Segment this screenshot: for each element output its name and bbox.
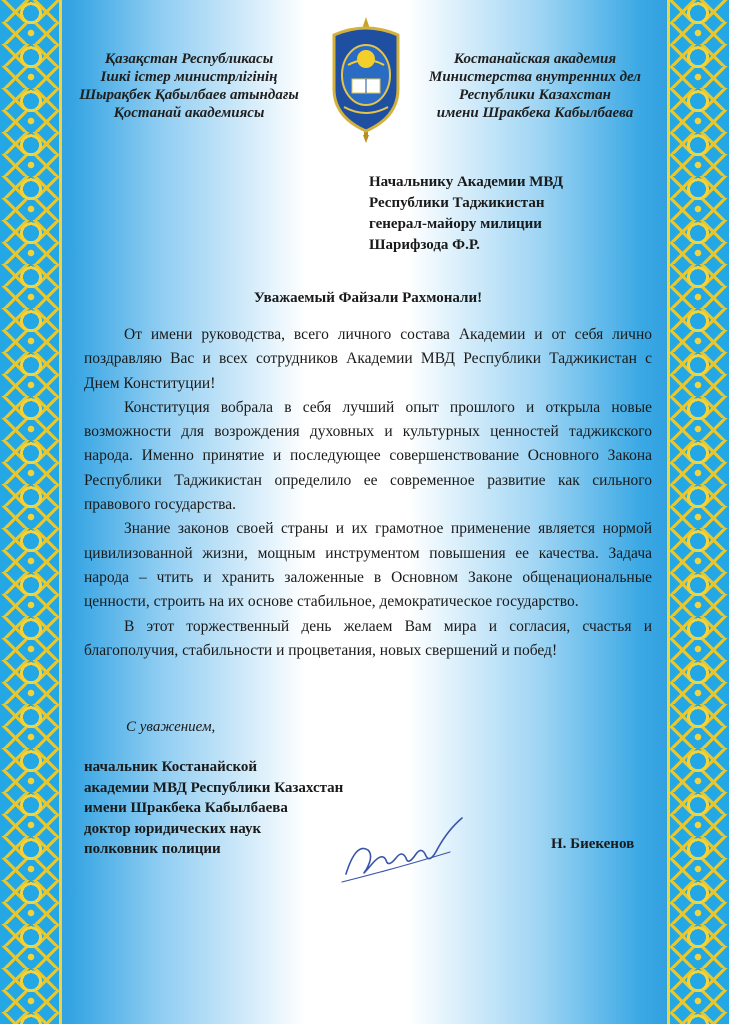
header-kazakh-line: Шырақбек Қабылбаев атындағы — [79, 87, 299, 103]
header-kazakh — [64, 50, 314, 122]
addressee-line: генерал-майору милиции — [369, 216, 542, 232]
salutation: Уважаемый Файзали Рахмонали! — [253, 290, 483, 306]
header-russian-line: Республики Казахстан — [459, 87, 611, 103]
letter-body — [84, 323, 652, 663]
header-russian-line: Костанайская академия — [453, 51, 617, 67]
header-kazakh-line: Қостанай академиясы — [113, 105, 265, 121]
addressee-block — [369, 172, 563, 256]
closing-phrase: С уважением, — [126, 719, 216, 735]
ornament-border-left — [0, 0, 62, 1024]
handwritten-signature-icon — [338, 812, 468, 892]
signer-line: академии МВД Республики Казахстан — [84, 779, 344, 796]
header-kazakh-line: Ішкі істер министрлігінің — [100, 69, 278, 85]
header-kazakh-line: Қазақстан Республикасы — [104, 51, 274, 67]
body-paragraph: От имени руководства, всего личного состава Академии и от себя лично поздравляю Вас и всех сотрудников Академии МВД Республики Таджикистан с Днем Конституции! — [84, 326, 652, 392]
signer-line: имени Шракбека Кабылбаева — [84, 800, 288, 816]
body-paragraph: Знание законов своей страны и их грамотное применение является нормой цивилизованной жизни, мощным инструментом повышения ее качества. Задача народа – чтить и хранить заложенные в Основном Законе общенациональные ценности, строить на их основе стабильное, демократическое государство. — [84, 520, 652, 611]
signer-block — [84, 757, 343, 860]
academy-emblem-icon — [326, 15, 406, 145]
signer-line: полковник полиции — [84, 841, 221, 857]
addressee-line: Начальнику Академии МВД — [369, 174, 564, 190]
header-russian-line: имени Шракбека Кабылбаева — [436, 105, 634, 121]
body-paragraph: Конституция вобрала в себя лучший опыт прошлого и открыла новые возможности для возрождения духовных и культурных ценностей таджикского народа. Именно принятие и последующее совершенствование Основного Закона Республики Таджикистан определило ее современное развитие как сильного правового государства. — [84, 398, 652, 514]
signer-line: доктор юридических наук — [84, 820, 262, 837]
signer-name: Н. Биекенов — [551, 836, 635, 852]
addressee-line: Республики Таджикистан — [369, 195, 545, 211]
signer-line: начальник Костанайской — [84, 759, 258, 775]
header-russian — [410, 50, 660, 122]
ornament-border-right — [667, 0, 729, 1024]
addressee-line: Шарифзода Ф.Р. — [369, 237, 480, 253]
body-paragraph: В этот торжественный день желаем Вам мира и согласия, счастья и благополучия, стабильности и процветания, новых свершений и побед! — [84, 617, 652, 659]
header-russian-line: Министерства внутренних дел — [429, 69, 641, 85]
